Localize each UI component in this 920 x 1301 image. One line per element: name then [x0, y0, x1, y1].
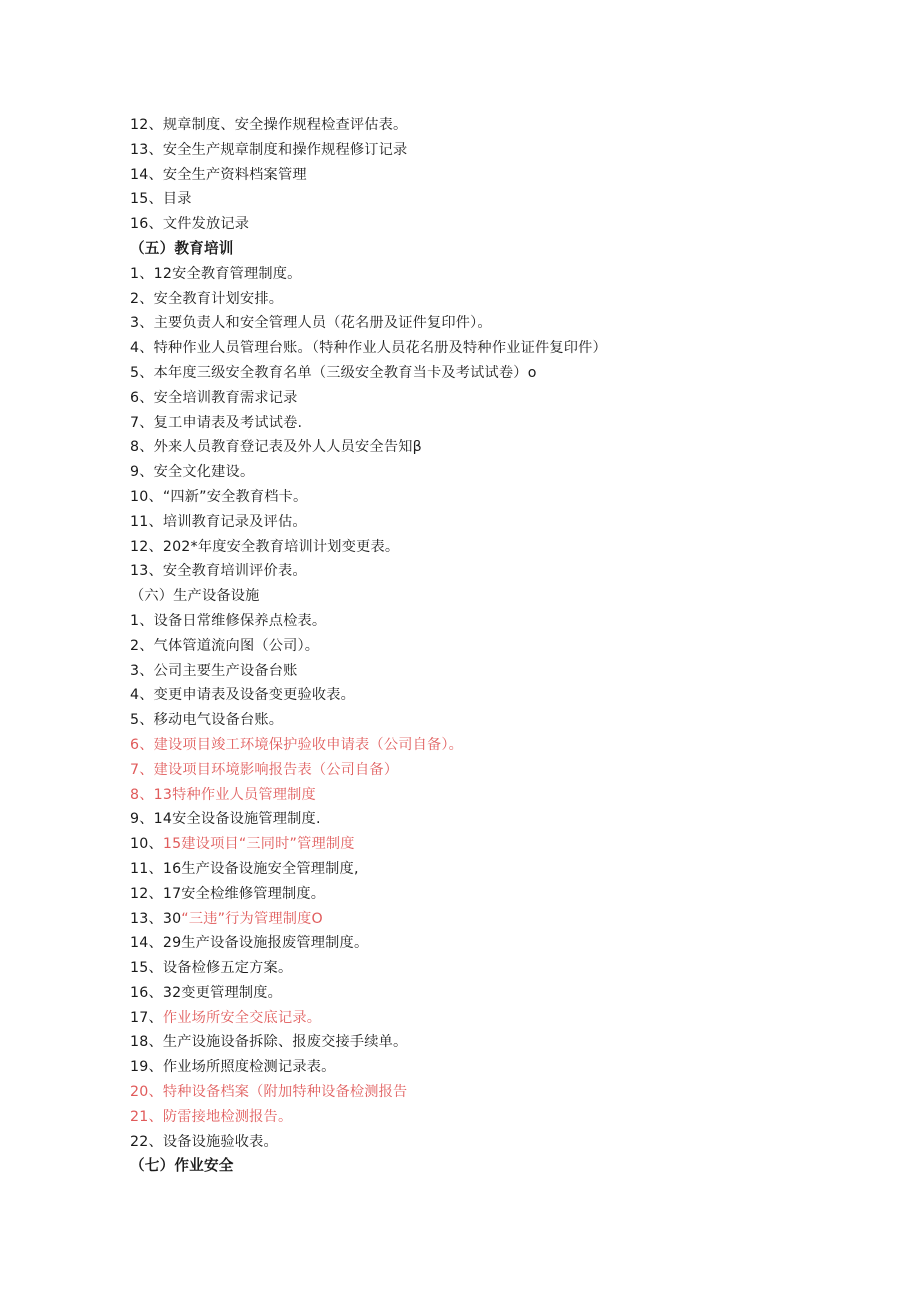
document-line: 12、202*年度安全教育培训计划变更表。 [130, 538, 400, 555]
document-line: 1、12安全教育管理制度。 [130, 265, 302, 282]
section-heading: （五）教育培训 [130, 239, 234, 257]
document-line: 3、公司主要生产设备台账 [130, 662, 298, 679]
document-line: 15、目录 [130, 191, 192, 208]
document-line: 6、安全培训教育需求记录 [130, 389, 298, 406]
document-line: 21、防雷接地检测报告。 [130, 1108, 293, 1125]
line-highlight: 作业场所安全交底记录。 [162, 1009, 322, 1026]
document-line: 13、安全教育培训评价表。 [130, 563, 307, 580]
document-line: 22、设备设施验收表。 [130, 1133, 278, 1150]
line-highlight: “三违”行为管理制度O [181, 910, 323, 927]
document-line: 5、移动电气设备台账。 [130, 712, 284, 729]
document-line: 10、“四新”安全教育档卡。 [130, 488, 308, 505]
line-highlight: 15建设项目“三同时”管理制度 [162, 836, 355, 853]
document-line: 14、29生产设备设施报废管理制度。 [130, 935, 369, 952]
document-line: 15、设备检修五定方案。 [130, 960, 293, 977]
document-line: 8、13特种作业人员管理制度 [130, 786, 316, 803]
document-line: 3、主要负责人和安全管理人员（花名册及证件复印件）。 [130, 315, 492, 332]
document-line: 7、复工申请表及考试试卷. [130, 414, 303, 431]
document-line [130, 832, 830, 857]
document-line: 16、32变更管理制度。 [130, 984, 283, 1001]
line-prefix: 10、 [130, 836, 163, 853]
document-line: 19、作业场所照度检测记录表。 [130, 1059, 336, 1076]
document-line: 20、特种设备档案（附加特种设备检测报告 [130, 1084, 408, 1101]
section-heading: （七）作业安全 [130, 1157, 234, 1175]
line-prefix: 17、 [130, 1009, 163, 1026]
document-line [130, 907, 830, 932]
document-line: 5、本年度三级安全教育名单（三级安全教育当卡及考试试卷）o [130, 364, 537, 381]
line-prefix: 13、30 [130, 910, 182, 927]
document-line: 2、安全教育计划安排。 [130, 290, 284, 307]
document-line: 12、规章制度、安全操作规程检查评估表。 [130, 117, 408, 133]
document-line: 11、16生产设备设施安全管理制度, [130, 860, 359, 877]
document-line: 1、设备日常维修保养点检表。 [130, 612, 327, 629]
document-line: 4、变更申请表及设备变更验收表。 [130, 687, 356, 704]
document-line: 9、安全文化建设。 [130, 464, 255, 481]
document-body [130, 113, 830, 1179]
document-line: （六）生产设备设施 [130, 588, 260, 605]
document-line: 18、生产设施设备拆除、报废交接手续单。 [130, 1034, 408, 1051]
document-line: 8、外来人员教育登记表及外人人员安全告知β [130, 439, 422, 456]
document-line: 12、17安全检维修管理制度。 [130, 885, 326, 902]
document-line [130, 1006, 830, 1031]
document-line: 14、安全生产资料档案管理 [130, 166, 307, 183]
document-line: 16、文件发放记录 [130, 216, 250, 233]
document-line: 9、14安全设备设施管理制度. [130, 811, 321, 828]
document-line: 2、气体管道流向图（公司）。 [130, 637, 320, 654]
document-line: 6、建设项目竣工环境保护验收申请表（公司自备）。 [130, 736, 464, 753]
document-line: 7、建设项目环境影响报告表（公司自备） [130, 761, 399, 778]
document-line: 11、培训教育记录及评估。 [130, 513, 307, 530]
document-line: 13、安全生产规章制度和操作规程修订记录 [130, 141, 408, 158]
document-line: 4、特种作业人员管理台账。（特种作业人员花名册及特种作业证件复印件） [130, 340, 607, 357]
